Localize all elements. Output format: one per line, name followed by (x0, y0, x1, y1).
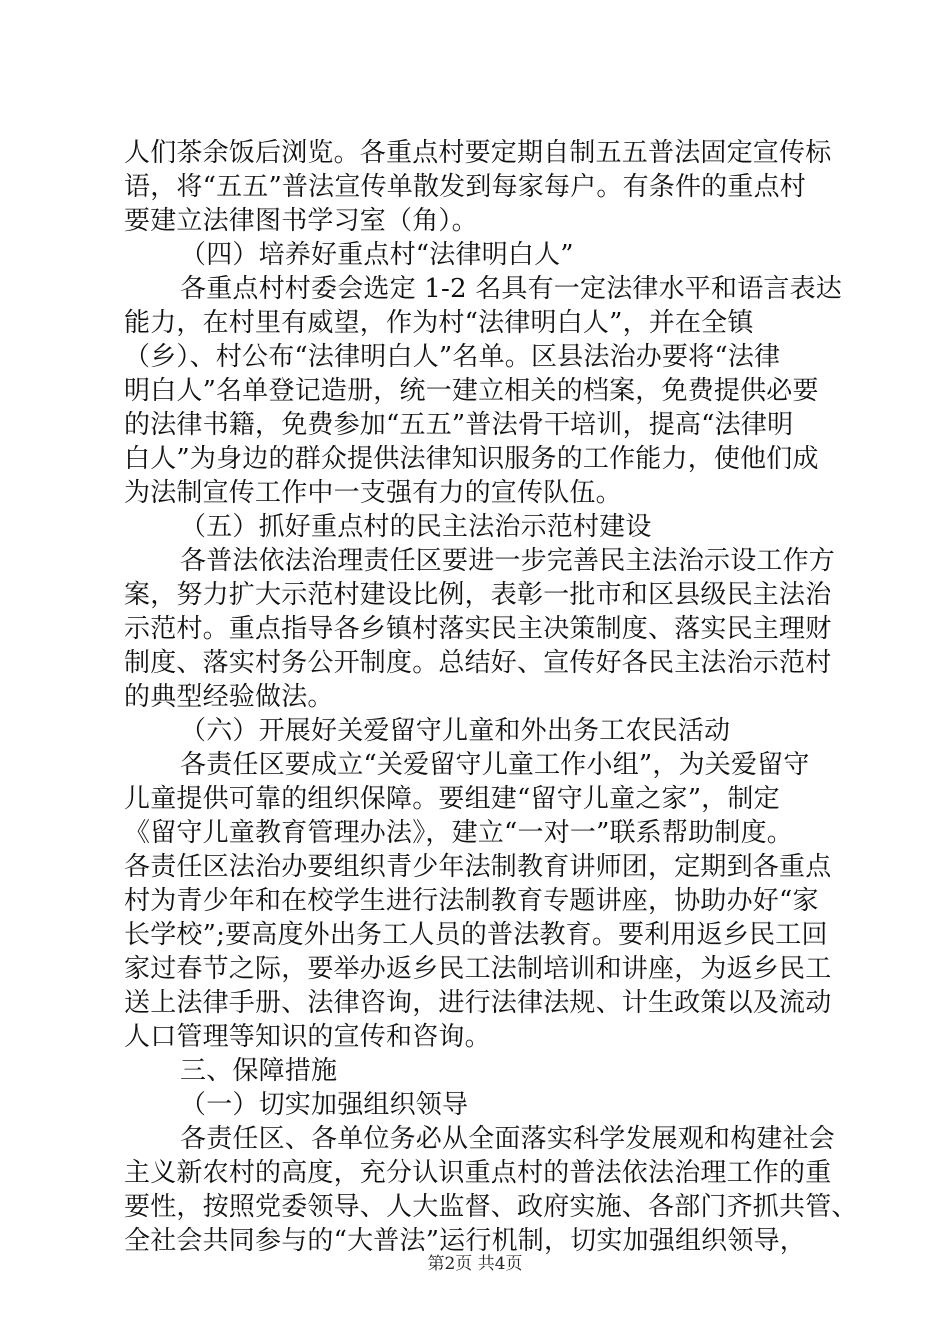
paragraph-line: 人们茶余饭后浏览。各重点村要定期自制五五普法固定宣传标 (124, 138, 832, 168)
paragraph-line: 送上法律手册、法律咨询，进行法律法规、计生政策以及流动 (124, 988, 832, 1018)
paragraph-line: 家过春节之际，要举办返乡民工法制培训和讲座，为返乡民工 (124, 954, 832, 984)
page-footer: 第2页 共4页 (427, 1254, 523, 1274)
paragraph-line: （乡）、村公布“法律明白人”名单。区县法治办要将“法律 (124, 342, 781, 372)
paragraph-line: 全社会共同参与的“大普法”运行机制，切实加强组织领导， (124, 1226, 806, 1256)
section-heading: （五）抓好重点村的民主法治示范村建设 (180, 512, 652, 542)
section-heading: （六）开展好关爱留守儿童和外出务工农民活动 (180, 716, 731, 746)
paragraph-line: 要建立法律图书学习室（角）。 (124, 206, 478, 236)
paragraph-line: 的典型经验做法。 (124, 682, 334, 712)
paragraph-line: 各责任区要成立“关爱留守儿童工作小组”，为关爱留守 (180, 750, 810, 780)
paragraph-line: 各普法依法治理责任区要进一步完善民主法治示设工作方 (180, 546, 836, 576)
paragraph-line: 的法律书籍，免费参加“五五”普法骨干培训，提高“法律明 (124, 410, 794, 440)
paragraph-line: 明白人”名单登记造册，统一建立相关的档案，免费提供必要 (124, 376, 819, 406)
paragraph-line: 语，将“五五”普法宣传单散发到每家每户。有条件的重点村 (124, 172, 806, 202)
section-heading: （一）切实加强组织领导 (180, 1090, 469, 1120)
paragraph-line: 各责任区法治办要组织青少年法制教育讲师团，定期到各重点 (124, 852, 832, 882)
paragraph-line: 主义新农村的高度，充分认识重点村的普法依法治理工作的重 (124, 1158, 832, 1188)
paragraph-line: 要性，按照党委领导、人大监督、政府实施、各部门齐抓共管、 (124, 1192, 858, 1222)
paragraph-line: 白人”为身边的群众提供法律知识服务的工作能力，使他们成 (124, 444, 819, 474)
paragraph-line: 案，努力扩大示范村建设比例，表彰一批市和区县级民主法治 (124, 580, 832, 610)
paragraph-line: 《留守儿童教育管理办法》，建立“一对一”联系帮助制度。 (124, 818, 793, 848)
paragraph-line: 各重点村村委会选定 1-2 名具有一定法律水平和语言表达 (180, 274, 842, 304)
section-heading: （四）培养好重点村“法律明白人” (180, 240, 574, 270)
paragraph-line: 能力，在村里有威望，作为村“法律明白人”，并在全镇 (124, 308, 754, 338)
paragraph-line: 各责任区、各单位务必从全面落实科学发展观和构建社会 (180, 1124, 836, 1154)
paragraph-line: 示范村。重点指导各乡镇村落实民主决策制度、落实民主理财 (124, 614, 832, 644)
paragraph-line: 长学校”;要高度外出务工人员的普法教育。要利用返乡民工回 (124, 920, 828, 950)
paragraph-line: 儿童提供可靠的组织保障。要组建“留守儿童之家”，制定 (124, 784, 780, 814)
section-heading: 三、保障措施 (180, 1056, 338, 1086)
paragraph-line: 人口管理等知识的宣传和咨询。 (124, 1022, 491, 1052)
paragraph-line: 制度、落实村务公开制度。总结好、宣传好各民主法治示范村 (124, 648, 832, 678)
paragraph-line: 为法制宣传工作中一支强有力的宣传队伍。 (124, 478, 622, 508)
paragraph-line: 村为青少年和在校学生进行法制教育专题讲座，协助办好“家 (124, 886, 819, 916)
